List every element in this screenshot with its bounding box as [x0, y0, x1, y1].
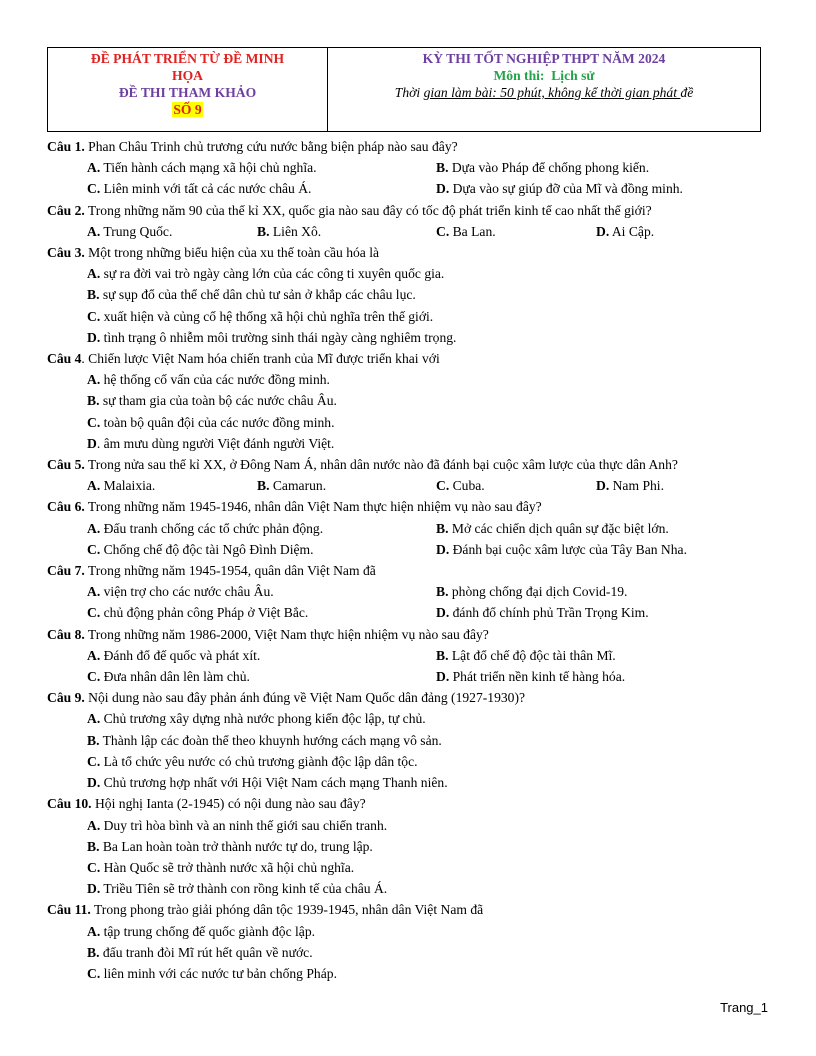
question-number: Câu 4 — [47, 351, 82, 367]
option-row — [47, 369, 771, 390]
answer-option[interactable] — [87, 539, 436, 560]
answer-option[interactable] — [436, 178, 683, 199]
question-stem — [47, 899, 771, 920]
question-stem — [47, 624, 771, 645]
option-key: B. — [257, 478, 270, 494]
option-text: Chống chế độ độc tài Ngô Đình Diệm. — [100, 541, 314, 557]
time-note — [328, 84, 760, 101]
option-row — [47, 475, 771, 496]
option-key: D. — [596, 223, 610, 239]
answer-option[interactable] — [436, 539, 687, 560]
subject-value: Lịch sử — [551, 68, 595, 83]
answer-option[interactable] — [257, 475, 436, 496]
answer-option[interactable] — [436, 666, 625, 687]
option-key: C. — [87, 965, 101, 981]
option-text: Ba Lan. — [449, 223, 496, 239]
option-row — [47, 433, 771, 454]
option-text: toàn bộ quân đội của các nước đồng minh. — [100, 414, 335, 430]
option-text: chủ động phản công Pháp ở Việt Bắc. — [100, 605, 309, 621]
option-key: D. — [436, 181, 450, 197]
option-text: sự tham gia của toàn bộ các nước châu Âu. — [99, 393, 337, 409]
option-row — [47, 878, 771, 899]
option-key: D — [87, 435, 97, 451]
option-key: B. — [87, 944, 100, 960]
question-stem — [47, 496, 771, 517]
answer-option[interactable] — [87, 878, 387, 899]
question-text: . Chiến lược Việt Nam hóa chiến tranh của Mĩ được triển khai với — [81, 351, 440, 367]
answer-option[interactable] — [87, 178, 436, 199]
option-key: B. — [87, 838, 100, 854]
answer-option[interactable] — [436, 518, 669, 539]
option-text: Camarun. — [269, 478, 327, 494]
option-key: C. — [87, 605, 101, 621]
option-row — [47, 263, 771, 284]
exam-title: KỲ THI TỐT NGHIỆP THPT NĂM 2024 — [422, 51, 666, 66]
subject-line — [328, 67, 760, 84]
option-row — [47, 836, 771, 857]
option-key: D. — [87, 329, 101, 345]
answer-option[interactable] — [87, 581, 436, 602]
question-number: Câu 1. — [47, 139, 85, 154]
option-text: Thành lập các đoàn thể theo khuynh hướng cách mạng vô sản. — [99, 732, 442, 748]
answer-option[interactable] — [87, 921, 315, 942]
question-text: Phan Châu Trinh chủ trương cứu nước bằng biện pháp nào sau đây? — [84, 139, 458, 154]
option-key: C. — [87, 541, 101, 557]
option-key: A. — [87, 711, 101, 727]
option-key: A. — [87, 520, 101, 536]
header-left-cell — [48, 48, 328, 131]
option-key: C. — [87, 859, 101, 875]
option-row — [47, 157, 771, 178]
question-text: Trong những năm 1945-1946, nhân dân Việt Nam thực hiện nhiệm vụ nào sau đây? — [84, 499, 542, 515]
option-text: liên minh với các nước tư bản chống Pháp. — [100, 965, 337, 981]
header-right-cell — [328, 48, 760, 131]
option-key: B. — [436, 160, 449, 176]
answer-option[interactable] — [87, 857, 354, 878]
question-number: Câu 6. — [47, 499, 85, 515]
option-key: C. — [87, 308, 101, 324]
option-key: C. — [436, 223, 450, 239]
option-text: Cuba. — [449, 478, 485, 494]
option-key: A. — [87, 160, 101, 176]
option-text: sự sụp đổ của thể chế dân chủ tư sản ở khắp các châu lục. — [99, 287, 416, 303]
option-text: . âm mưu dùng người Việt đánh người Việt. — [96, 435, 335, 451]
question-number: Câu 5. — [47, 457, 85, 473]
option-row — [47, 178, 771, 199]
question-list — [47, 136, 771, 984]
question-block — [47, 454, 771, 496]
answer-option[interactable] — [87, 963, 337, 984]
answer-option[interactable] — [87, 751, 418, 772]
option-row — [47, 221, 771, 242]
option-key: A. — [87, 584, 101, 600]
option-key: C. — [436, 478, 450, 494]
option-text: Phát triển nền kinh tế hàng hóa. — [449, 669, 626, 685]
question-stem — [47, 560, 771, 581]
question-stem — [47, 454, 771, 475]
question-text: Hội nghị Ianta (2-1945) có nội dung nào sau đây? — [91, 796, 366, 812]
question-number: Câu 2. — [47, 202, 85, 218]
option-key: A. — [87, 372, 101, 388]
answer-option[interactable] — [596, 475, 664, 496]
option-text: Hàn Quốc sẽ trở thành nước xã hội chủ nghĩa. — [100, 859, 355, 875]
option-text: sự ra đời vai trò ngày càng lớn của các công ti xuyên quốc gia. — [100, 266, 445, 282]
option-text: hệ thống cố vấn của các nước đồng minh. — [100, 372, 330, 388]
question-block — [47, 793, 771, 899]
question-block — [47, 348, 771, 454]
question-stem — [47, 200, 771, 221]
answer-option[interactable] — [436, 581, 627, 602]
option-text: Chủ trương xây dựng nhà nước phong kiến độc lập, tự chủ. — [100, 711, 426, 727]
option-row — [47, 730, 771, 751]
subject-label: Môn thi: — [493, 68, 545, 83]
answer-option[interactable] — [87, 221, 257, 242]
option-row — [47, 772, 771, 793]
option-key: D. — [436, 669, 450, 685]
option-key: B. — [87, 732, 100, 748]
option-row — [47, 815, 771, 836]
option-key: B. — [87, 393, 100, 409]
option-text: Ba Lan hoàn toàn trở thành nước tự do, trung lập. — [99, 838, 373, 854]
option-key: A. — [87, 647, 101, 663]
question-stem — [47, 136, 771, 157]
option-row — [47, 539, 771, 560]
question-block — [47, 136, 771, 200]
question-number: Câu 11. — [47, 902, 91, 918]
answer-option[interactable] — [87, 666, 436, 687]
answer-option[interactable] — [87, 306, 433, 327]
option-key: D. — [596, 478, 610, 494]
page-number: Trang_1 — [720, 1000, 768, 1015]
option-text: Đưa nhân dân lên làm chủ. — [100, 669, 250, 685]
option-row — [47, 284, 771, 305]
answer-option[interactable] — [436, 157, 649, 178]
answer-option[interactable] — [87, 730, 442, 751]
question-block — [47, 560, 771, 624]
answer-option[interactable] — [87, 836, 373, 857]
option-key: C. — [87, 414, 101, 430]
answer-option[interactable] — [87, 263, 444, 284]
option-row — [47, 327, 771, 348]
answer-option[interactable] — [87, 284, 416, 305]
option-text: phòng chống đại dịch Covid-19. — [448, 584, 628, 600]
question-text: Trong những năm 90 của thế kỉ XX, quốc gia nào sau đây có tốc độ phát triển kinh tế cao nhất thế giới? — [84, 202, 652, 218]
option-key: D. — [436, 541, 450, 557]
question-block — [47, 496, 771, 560]
answer-option[interactable] — [87, 412, 334, 433]
option-row — [47, 963, 771, 984]
question-stem — [47, 793, 771, 814]
option-text: tập trung chống đế quốc giành độc lập. — [100, 923, 316, 939]
option-key: A. — [87, 817, 101, 833]
option-key: D. — [87, 775, 101, 791]
option-text: Đánh bại cuộc xâm lược của Tây Ban Nha. — [449, 541, 687, 557]
option-row — [47, 921, 771, 942]
time-note-prefix: Thời — [394, 85, 424, 100]
option-key: C. — [87, 669, 101, 685]
answer-option[interactable] — [87, 772, 448, 793]
option-text: Chủ trương hợp nhất với Hội Việt Nam cách mạng Thanh niên. — [100, 775, 448, 791]
option-text: Dựa vào sự giúp đỡ của Mĩ và đồng minh. — [449, 181, 683, 197]
option-row — [47, 666, 771, 687]
answer-option[interactable] — [87, 815, 387, 836]
question-number: Câu 3. — [47, 245, 85, 261]
exam-number-badge: SỐ 9 — [173, 102, 202, 117]
option-row — [47, 518, 771, 539]
exam-header-table — [47, 47, 761, 132]
question-number: Câu 7. — [47, 563, 85, 579]
option-key: D. — [436, 605, 450, 621]
option-key: B. — [257, 223, 270, 239]
option-key: C. — [87, 181, 101, 197]
question-text: Trong những năm 1945-1954, quân dân Việt Nam đã — [84, 563, 376, 579]
option-text: tình trạng ô nhiễm môi trường sinh thái ngày càng nghiêm trọng. — [100, 329, 457, 345]
time-note-suffix: đề — [680, 85, 694, 100]
option-key: B. — [87, 287, 100, 303]
question-block — [47, 899, 771, 984]
option-text: Đánh đổ đế quốc và phát xít. — [100, 647, 261, 663]
question-text: Trong những năm 1986-2000, Việt Nam thực hiện nhiệm vụ nào sau đây? — [84, 626, 489, 642]
option-text: đấu tranh đòi Mĩ rút hết quân về nước. — [99, 944, 313, 960]
option-text: viện trợ cho các nước châu Âu. — [100, 584, 274, 600]
option-key: A. — [87, 478, 101, 494]
answer-option[interactable] — [87, 369, 330, 390]
option-text: Trung Quốc. — [100, 223, 173, 239]
question-text: Trong phong trào giải phóng dân tộc 1939-1945, nhân dân Việt Nam đã — [90, 902, 484, 918]
question-stem — [47, 242, 771, 263]
option-row — [47, 602, 771, 623]
option-text: Lật đổ chế độ độc tài thân Mĩ. — [448, 647, 616, 663]
option-key: B. — [436, 584, 449, 600]
answer-option[interactable] — [87, 433, 334, 454]
option-key: B. — [436, 520, 449, 536]
question-number: Câu 9. — [47, 690, 85, 706]
question-text: Trong nửa sau thế kỉ XX, ở Đông Nam Á, nhân dân nước nào đã đánh bại cuộc xâm lược của thực dân Anh? — [84, 457, 678, 473]
option-text: xuất hiện và củng cố hệ thống xã hội chủ nghĩa trên thế giới. — [100, 308, 434, 324]
answer-option[interactable] — [87, 518, 436, 539]
option-row — [47, 412, 771, 433]
answer-option[interactable] — [436, 645, 616, 666]
answer-option[interactable] — [87, 942, 313, 963]
answer-option[interactable] — [87, 645, 436, 666]
option-key: B. — [436, 647, 449, 663]
question-text: Một trong những biểu hiện của xu thế toàn cầu hóa là — [84, 245, 380, 261]
answer-option[interactable] — [596, 221, 654, 242]
option-row — [47, 708, 771, 729]
time-note-underlined: gian làm bài: 50 phút, không kể thời gian phát — [423, 85, 681, 100]
option-text: Tiến hành cách mạng xã hội chủ nghĩa. — [100, 160, 317, 176]
option-row — [47, 857, 771, 878]
question-stem — [47, 687, 771, 708]
option-text: Đấu tranh chống các tổ chức phản động. — [100, 520, 324, 536]
option-text: Triều Tiên sẽ trở thành con rồng kinh tế của châu Á. — [100, 881, 388, 897]
question-block — [47, 624, 771, 688]
answer-option[interactable] — [87, 390, 337, 411]
option-text: Mở các chiến dịch quân sự đặc biệt lớn. — [448, 520, 669, 536]
answer-option[interactable] — [87, 327, 456, 348]
option-text: Ai Cập. — [609, 223, 655, 239]
option-row — [47, 581, 771, 602]
question-text: Nội dung nào sau đây phản ánh đúng về Việt Nam Quốc dân đảng (1927-1930)? — [84, 690, 526, 706]
option-key: A. — [87, 923, 101, 939]
option-text: Liên minh với tất cả các nước châu Á. — [100, 181, 312, 197]
question-block — [47, 242, 771, 348]
answer-option[interactable] — [436, 221, 596, 242]
answer-option[interactable] — [436, 602, 649, 623]
option-key: A. — [87, 266, 101, 282]
answer-option[interactable] — [87, 602, 436, 623]
option-text: Liên Xô. — [269, 223, 322, 239]
option-row — [47, 390, 771, 411]
option-text: Malaixia. — [100, 478, 156, 494]
option-key: D. — [87, 881, 101, 897]
option-text: Duy trì hòa bình và an ninh thế giới sau chiến tranh. — [100, 817, 388, 833]
question-stem — [47, 348, 771, 369]
answer-option[interactable] — [436, 475, 596, 496]
answer-option[interactable] — [87, 475, 257, 496]
option-key: C. — [87, 753, 101, 769]
option-row — [47, 751, 771, 772]
question-number: Câu 10. — [47, 796, 92, 812]
answer-option[interactable] — [87, 157, 436, 178]
option-text: Dựa vào Pháp để chống phong kiến. — [448, 160, 650, 176]
option-text: Là tổ chức yêu nước có chủ trương giành độc lập dân tộc. — [100, 753, 418, 769]
option-row — [47, 306, 771, 327]
question-block — [47, 687, 771, 793]
option-key: A. — [87, 223, 101, 239]
option-text: đánh đổ chính phủ Trần Trọng Kim. — [449, 605, 649, 621]
option-row — [47, 645, 771, 666]
answer-option[interactable] — [257, 221, 436, 242]
option-text: Nam Phi. — [609, 478, 664, 494]
question-block — [47, 200, 771, 242]
option-row — [47, 942, 771, 963]
header-source-line2: HỌA — [172, 68, 203, 83]
header-source-line1: ĐỀ PHÁT TRIỂN TỪ ĐỀ MINH — [90, 51, 285, 66]
question-number: Câu 8. — [47, 626, 85, 642]
answer-option[interactable] — [87, 708, 426, 729]
header-reference-label: ĐỀ THI THAM KHẢO — [118, 85, 257, 100]
